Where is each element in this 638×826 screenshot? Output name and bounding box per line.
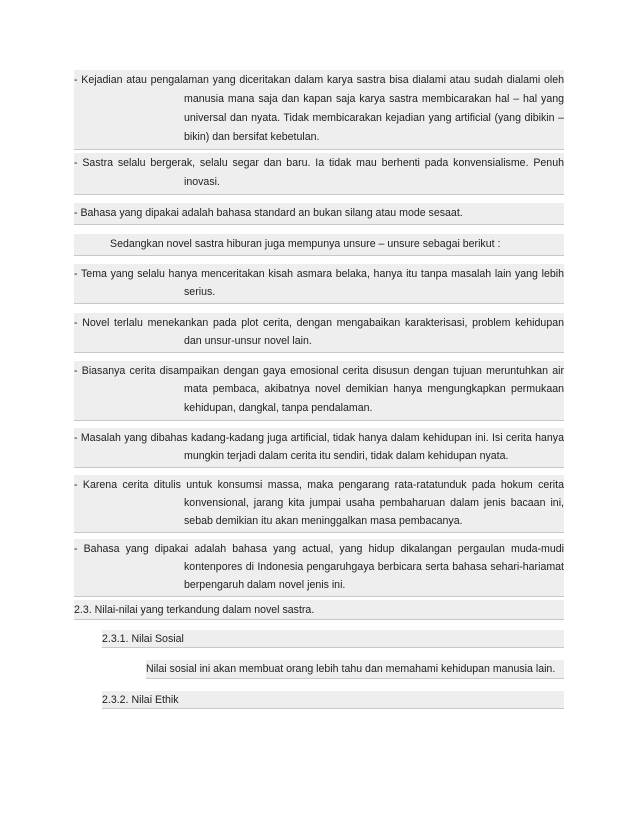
list-item xyxy=(74,70,564,150)
paragraph xyxy=(74,234,564,256)
subsection-heading xyxy=(102,691,564,709)
paragraph-line: Sedangkan novel sastra hiburan juga mempunya unsure – unsure sebagai berikut : xyxy=(110,238,501,250)
heading-text: 2.3.1. Nilai Sosial xyxy=(102,633,184,645)
section-heading xyxy=(74,600,564,620)
paragraph-line: - Karena cerita ditulis untuk konsumsi massa, maka pengarang rata-ratatunduk pada hokum cerita xyxy=(74,479,564,491)
list-item xyxy=(74,313,564,353)
list-item xyxy=(74,203,564,225)
paragraph-line: - Novel terlalu menekankan pada plot cerita, dengan mengabaikan karakterisasi, problem kehidupan xyxy=(74,317,564,329)
list-item xyxy=(74,539,564,597)
list-item xyxy=(74,475,564,533)
list-item xyxy=(74,428,564,468)
paragraph-line: sebab demikian itu akan meninggalkan masa pembacanya. xyxy=(184,515,463,527)
paragraph-line: manusia mana saja dan kapan saja karya sastra membicarakan hal – hal yang xyxy=(184,93,564,105)
paragraph-line: inovasi. xyxy=(184,176,220,188)
paragraph-line: kehidupan, dangkal, tanpa pendalaman. xyxy=(184,402,373,414)
list-item xyxy=(74,264,564,304)
paragraph-line: - Sastra selalu bergerak, selalu segar dan baru. Ia tidak mau berhenti pada konvensialisme. Penuh xyxy=(74,157,564,169)
paragraph-line: kontenpores di Indonesia pengaruhgaya berbicara serta bahasa sehari-hariamat xyxy=(184,561,564,573)
paragraph-line: konvensional, jarang kita jumpai usaha pembaharuan dalam jenis bacaan ini, xyxy=(184,497,564,509)
paragraph-line: - Kejadian atau pengalaman yang diceritakan dalam karya sastra bisa dialami atau sudah dialami oleh xyxy=(74,74,564,86)
paragraph-line: bikin) dan bersifat kebetulan. xyxy=(184,131,320,143)
paragraph-line: mata pembaca, akibatnya novel demikian hanya mengungkapkan permukaan xyxy=(184,383,564,395)
paragraph-line: - Masalah yang dibahas kadang-kadang juga artificial, tidak hanya dalam kehidupan ini. Isi cerita hanya xyxy=(74,432,564,444)
paragraph-line: serius. xyxy=(184,286,216,298)
paragraph-line: - Bahasa yang dipakai adalah bahasa yang actual, yang hidup dikalangan pergaulan muda-mudi xyxy=(74,543,564,555)
paragraph xyxy=(146,660,564,679)
heading-text: 2.3. Nilai-nilai yang terkandung dalam novel sastra. xyxy=(74,604,315,616)
paragraph-line: dan unsur-unsur novel lain. xyxy=(184,335,312,347)
paragraph-line: berpengaruh dalam novel jenis ini. xyxy=(184,579,346,591)
list-item xyxy=(74,153,564,195)
list-item xyxy=(74,361,564,421)
paragraph-line: - Tema yang selalu hanya menceritakan kisah asmara belaka, hanya itu tanpa masalah lain yang lebih xyxy=(74,268,564,280)
paragraph-line: mungkin terjadi dalam cerita itu sendiri, tidak dalam kehidupan nyata. xyxy=(184,450,509,462)
paragraph-line: universal dan nyata. Tidak membicarakan kejadian yang artificial (yang dibikin – xyxy=(184,112,564,124)
paragraph-line: Nilai sosial ini akan membuat orang lebih tahu dan memahami kehidupan manusia lain. xyxy=(146,663,556,675)
subsection-heading xyxy=(102,630,564,648)
paragraph-line: - Biasanya cerita disampaikan dengan gaya emosional cerita disusun dengan tujuan meruntuhkan air xyxy=(74,365,564,377)
heading-text: 2.3.2. Nilai Ethik xyxy=(102,694,179,706)
paragraph-line: - Bahasa yang dipakai adalah bahasa standard an bukan silang atau mode sesaat. xyxy=(74,207,463,219)
